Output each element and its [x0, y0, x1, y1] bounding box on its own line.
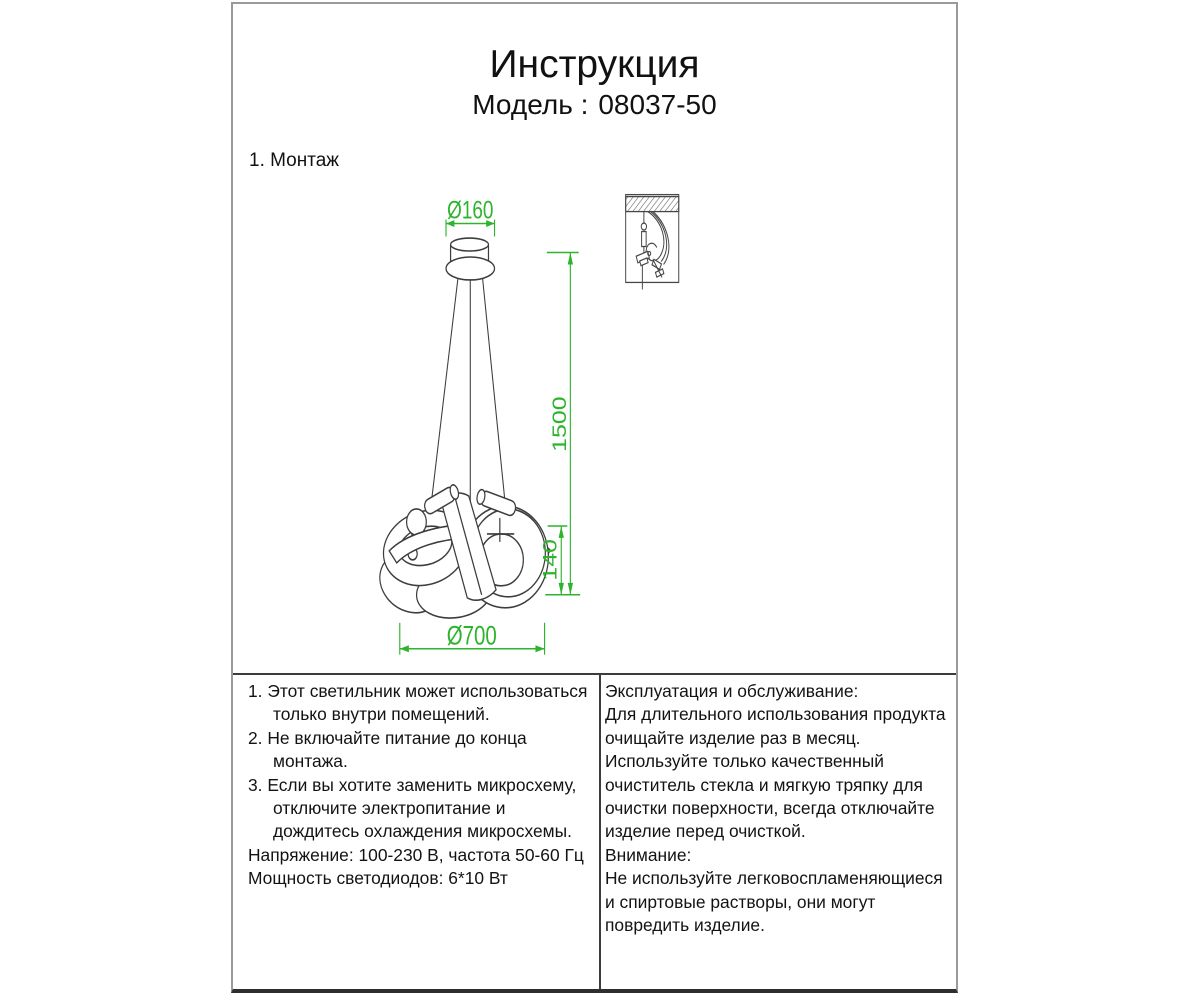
instruction-page	[231, 2, 958, 993]
note-line: 3. Если вы хотите заменить микросхему,	[248, 774, 577, 795]
note-line: 1. Этот светильник может использоваться	[248, 681, 588, 701]
canopy-drawing	[446, 238, 495, 280]
note-line: Мощность светодиодов: 6*10 Вт	[248, 868, 508, 889]
installation-notes-cell	[233, 675, 601, 989]
maintenance-line: повредить изделие.	[605, 915, 765, 936]
note-line: дождитесь охлаждения микросхемы.	[273, 821, 572, 842]
notes-table	[233, 673, 956, 989]
model-number: 08037-50	[598, 89, 717, 120]
maintenance-line: и спиртовые растворы, они могут	[605, 891, 876, 912]
note-line: Напряжение: 100-230 В, частота 50-60 Гц	[248, 844, 584, 865]
ceiling-mount-detail-inset	[626, 195, 679, 290]
model-label: Модель :	[472, 89, 589, 120]
note-line: 2. Не включайте питание до конца	[248, 727, 527, 748]
note-line: отключите электропитание и	[273, 798, 506, 819]
dim-body-height-label: 140	[539, 539, 561, 581]
dim-body-diameter-label: Ø700	[446, 621, 497, 652]
maintenance-line: очищайте изделие раз в месяц.	[605, 727, 861, 748]
maintenance-line: очистки поверхности, всегда отключайте	[605, 798, 935, 819]
maintenance-line: Не используйте легковоспламеняющиеся	[605, 868, 943, 889]
note-line: только внутри помещений.	[273, 704, 490, 725]
dim-height-label: 1500	[548, 396, 571, 452]
section-montage-label: 1. Монтаж	[249, 150, 339, 171]
maintenance-line: Эксплуатация и обслуживание:	[605, 681, 859, 701]
maintenance-line: Для длительного использования продукта	[605, 704, 946, 725]
maintenance-line: Внимание:	[605, 844, 692, 865]
maintenance-line: очиститель стекла и мягкую тряпку для	[605, 774, 923, 795]
lamp-body-drawing	[375, 483, 550, 622]
dim-canopy-label: Ø160	[447, 196, 494, 225]
maintenance-cell	[601, 675, 956, 989]
note-line: монтажа.	[273, 751, 348, 772]
page-title: Инструкция	[489, 43, 700, 86]
maintenance-line: Используйте только качественный	[605, 751, 884, 772]
maintenance-line: изделие перед очисткой.	[605, 821, 806, 842]
